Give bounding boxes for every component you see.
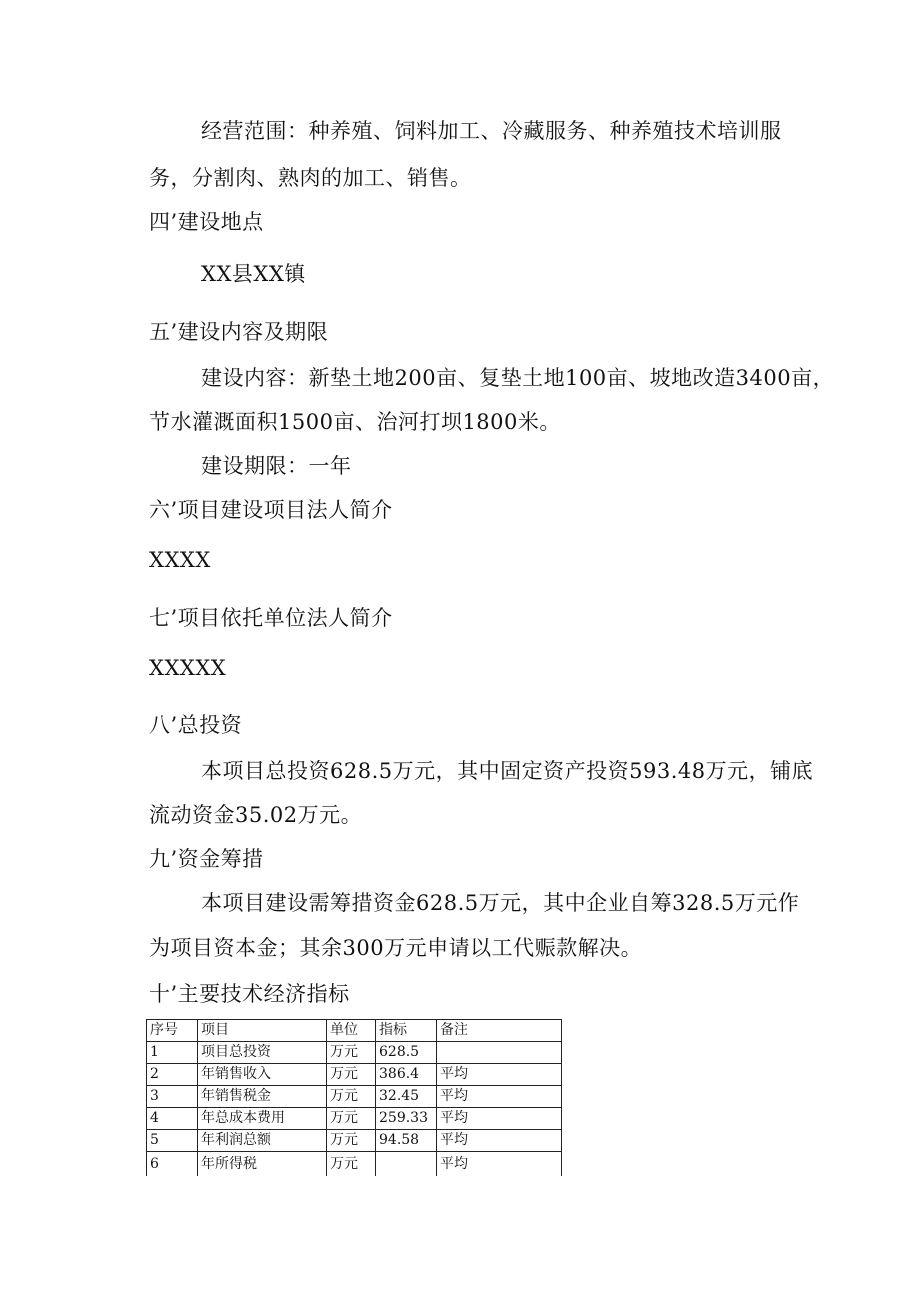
scope-line-2: 务，分割肉、熟肉的加工、销售。 bbox=[149, 166, 472, 190]
cell-indicator: 259.33 bbox=[376, 1108, 437, 1130]
section-9-heading: 九’资金筹措 bbox=[149, 847, 264, 871]
cell-unit: 万元 bbox=[327, 1064, 376, 1086]
cell-item: 年所得税 bbox=[198, 1152, 327, 1177]
header-remark: 备注 bbox=[437, 1020, 562, 1042]
section-9-line-1: 本项目建设需筹措资金628.5万元，其中企业自筹328.5万元作 bbox=[201, 891, 800, 915]
section-4-heading: 四’建设地点 bbox=[149, 210, 264, 234]
cell-item: 项目总投资 bbox=[198, 1042, 327, 1064]
cell-remark: 平均 bbox=[437, 1130, 562, 1152]
section-8-heading: 八’总投资 bbox=[149, 713, 243, 737]
metrics-table bbox=[146, 1019, 562, 1176]
cell-unit: 万元 bbox=[327, 1152, 376, 1177]
cell-indicator bbox=[376, 1152, 437, 1177]
cell-indicator: 628.5 bbox=[376, 1042, 437, 1064]
cell-unit: 万元 bbox=[327, 1086, 376, 1108]
section-4-body: XX县XX镇 bbox=[201, 262, 306, 286]
cell-remark bbox=[437, 1042, 562, 1064]
section-10-heading: 十’主要技术经济指标 bbox=[149, 982, 350, 1006]
cell-item: 年总成本费用 bbox=[198, 1108, 327, 1130]
header-index: 序号 bbox=[147, 1020, 198, 1042]
cell-index: 3 bbox=[147, 1086, 198, 1108]
header-unit: 单位 bbox=[327, 1020, 376, 1042]
cell-indicator: 94.58 bbox=[376, 1130, 437, 1152]
cell-remark: 平均 bbox=[437, 1086, 562, 1108]
section-7-body: XXXXX bbox=[149, 656, 227, 680]
cell-indicator: 32.45 bbox=[376, 1086, 437, 1108]
section-8-line-2: 流动资金35.02万元。 bbox=[149, 803, 363, 827]
section-5-content-line-2: 节水灌溉面积1500亩、治河打坝1800米。 bbox=[149, 410, 561, 434]
cell-item: 年利润总额 bbox=[198, 1130, 327, 1152]
cell-unit: 万元 bbox=[327, 1042, 376, 1064]
table-row bbox=[147, 1086, 562, 1108]
cell-index: 6 bbox=[147, 1152, 198, 1177]
cell-item: 年销售收入 bbox=[198, 1064, 327, 1086]
table-header-row bbox=[147, 1020, 562, 1042]
section-5-content-line-1: 建设内容：新垫土地200亩、复垫土地100亩、坡地改造3400亩， bbox=[201, 366, 835, 390]
header-indicator: 指标 bbox=[376, 1020, 437, 1042]
section-7-heading: 七’项目依托单位法人简介 bbox=[149, 606, 393, 630]
section-9-line-2: 为项目资本金；其余300万元申请以工代赈款解决。 bbox=[149, 936, 643, 960]
section-6-body: XXXX bbox=[149, 548, 211, 572]
cell-remark: 平均 bbox=[437, 1108, 562, 1130]
cell-index: 1 bbox=[147, 1042, 198, 1064]
section-8-line-1: 本项目总投资628.5万元，其中固定资产投资593.48万元，铺底 bbox=[201, 759, 814, 783]
cell-index: 5 bbox=[147, 1130, 198, 1152]
section-5-heading: 五’建设内容及期限 bbox=[149, 320, 329, 344]
cell-indicator: 386.4 bbox=[376, 1064, 437, 1086]
section-6-heading: 六’项目建设项目法人简介 bbox=[149, 498, 393, 522]
table-row bbox=[147, 1108, 562, 1130]
scope-line-1: 经营范围：种养殖、饲料加工、冷藏服务、种养殖技术培训服 bbox=[201, 119, 782, 143]
cell-unit: 万元 bbox=[327, 1130, 376, 1152]
cell-index: 4 bbox=[147, 1108, 198, 1130]
cell-remark: 平均 bbox=[437, 1152, 562, 1177]
table-row bbox=[147, 1042, 562, 1064]
cell-item: 年销售税金 bbox=[198, 1086, 327, 1108]
table-row bbox=[147, 1064, 562, 1086]
cell-index: 2 bbox=[147, 1064, 198, 1086]
cell-remark: 平均 bbox=[437, 1064, 562, 1086]
table-row bbox=[147, 1152, 562, 1177]
table-row bbox=[147, 1130, 562, 1152]
section-5-period: 建设期限：一年 bbox=[201, 454, 352, 478]
cell-unit: 万元 bbox=[327, 1108, 376, 1130]
header-item: 项目 bbox=[198, 1020, 327, 1042]
